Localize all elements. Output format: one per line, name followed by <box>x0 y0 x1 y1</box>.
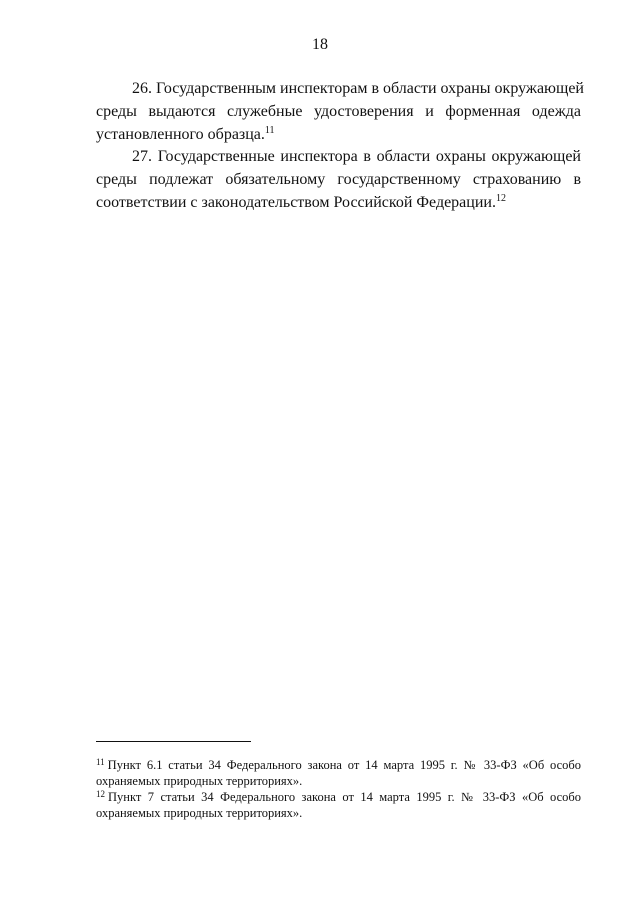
footnote-12 <box>96 789 581 821</box>
paragraph-line-last <box>96 191 581 214</box>
paragraph-line: среды выдаются служебные удостоверения и форменная одежда <box>96 103 581 120</box>
footnote-line <box>96 757 581 773</box>
footnote-line <box>96 789 581 805</box>
footnote-11 <box>96 757 581 789</box>
footnote-text: Пункт 7 статьи 34 Федерального закона от 14 марта 1995 г. № 33-ФЗ «Об особо <box>108 790 581 804</box>
paragraph-26 <box>96 77 584 146</box>
paragraph-line-text: соответствии с законодательством Российской Федерации. <box>96 194 496 211</box>
paragraph-27 <box>96 145 581 214</box>
paragraph-line: 27. Государственные инспектора в области охраны окружающей <box>132 148 581 165</box>
paragraph-line: среды подлежат обязательному государственному страхованию в <box>96 171 581 188</box>
page-number: 18 <box>312 36 328 53</box>
footnote-separator <box>96 741 251 742</box>
footnote-reference-12[interactable]: 12 <box>495 193 506 204</box>
paragraph-line-last <box>96 123 581 146</box>
footnote-number: 12 <box>96 789 105 799</box>
paragraph-line-text: установленного образца. <box>96 126 265 143</box>
paragraph-line: 26. Государственным инспекторам в области охраны окружающей <box>132 80 584 97</box>
footnote-reference-11[interactable]: 11 <box>264 125 275 136</box>
footnote-line: охраняемых природных территориях». <box>96 774 303 788</box>
footnote-line: охраняемых природных территориях». <box>96 806 303 820</box>
footnote-number: 11 <box>96 757 105 767</box>
footnote-text: Пункт 6.1 статьи 34 Федерального закона от 14 марта 1995 г. № 33-ФЗ «Об особо <box>107 758 581 772</box>
